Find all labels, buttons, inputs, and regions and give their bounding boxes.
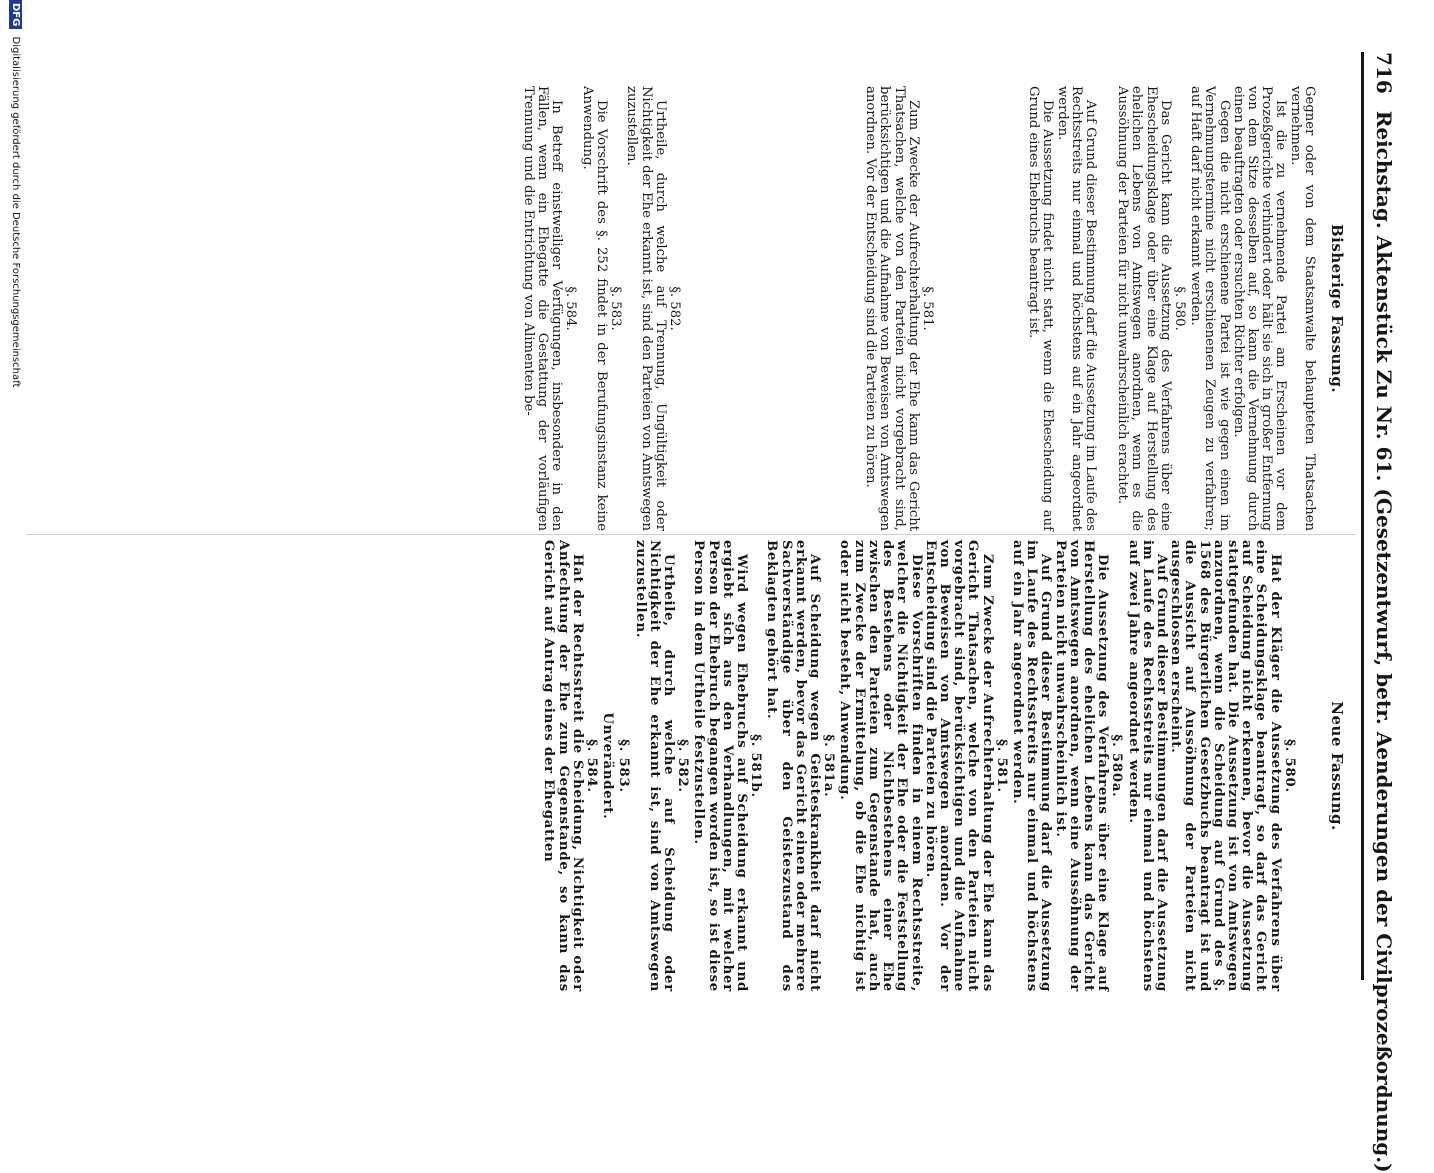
section-heading: §. 580.	[1171, 286, 1187, 331]
section-heading: §. 583.	[608, 286, 624, 331]
digitization-footer	[9, 0, 22, 1000]
paragraph: Auf Grund dieser Bestimmung darf die Aussetzung im Laufe des Rechtsstreits nur einmal und höchstens auf ein Jahr angeordnet werden.	[1009, 540, 1054, 992]
section-heading: §. 581a.	[821, 734, 837, 798]
column-body-previous	[521, 86, 1316, 531]
spacer	[773, 86, 863, 531]
paragraph: Gegen die nicht erschienene Partei ist wie gegen einen im Vernehmungstermine nicht erschienenen Zeugen zu verfahren; auf Haft darf nicht erkannt werden.	[1188, 86, 1232, 531]
section-heading: §. 584.	[584, 739, 600, 793]
page-number: 716	[1372, 52, 1396, 94]
column-previous-version	[521, 86, 1350, 531]
paragraph: Hat der Rechtsstreit die Scheidung, Nichtigkeit oder Anfechtung der Ehe zum Gegenstande, so kann das Gericht auf Antrag eines der Ehegatten	[541, 540, 585, 992]
section-heading: §. 582.	[675, 739, 691, 793]
spacer	[1298, 540, 1316, 992]
section-heading: §. 583.	[616, 739, 632, 793]
funding-credit: Digitalisierung gefördert durch die Deutsche Forschungsgemeinschaft	[10, 36, 21, 388]
section-heading: §. 582.	[666, 286, 682, 331]
paragraph: Gegner oder von dem Staatsanwalte behaupteten Thatsachen vernehmen.	[1287, 86, 1317, 531]
header-rule	[1361, 52, 1364, 980]
spacer	[1097, 86, 1115, 531]
paragraph: Auf Scheidung wegen Geisteskrankheit darf nicht erkannt werden, bevor das Gericht einen oder mehrere Sachverständige über den Geisteszustand des Beklagten gehört hat.	[764, 540, 823, 992]
section-heading: §. 581b.	[748, 734, 764, 798]
paragraph: Urtheile, durch welche auf Scheidung oder Nichtigkeit der Ehe erkannt ist, sind von Amtswegen zuzustellen.	[632, 540, 677, 992]
paragraph: Hat der Kläger die Aussetzung des Verfahrens über eine Scheidungsklage beantragt, so darf das Gericht auf Scheidung nicht erkennen, bevor die Aussetzung stattgefunden hat. Die Aussetzung ist von Amtswegen anzuordnen, wenn die Scheidung auf Grund des §. 1568 des Bürgerlichen Gesetzbuchs beantragt ist und die Aussicht auf Aussöhnung der Parteien nicht ausgeschlossen erscheint.	[1168, 540, 1283, 992]
running-title: Reichstag. Aktenstück Zu Nr. 61. (Gesetzentwurf, betr. Aenderungen der Civilprozeßordnung.)	[1372, 110, 1396, 1173]
paragraph: Zum Zwecke der Aufrechterhaltung der Ehe kann das Gericht Thatsachen, welche von den Parteien nicht vorgebracht sind, berücksichtigen und die Aufnahme von Beweisen von Amtswegen anordnen. Vor der Entscheidung sind die Parteien zu hören.	[922, 540, 995, 992]
paragraph: Wird wegen Ehebruchs auf Scheidung erkannt und ergiebt sich aus den Verhandlungen, mit welcher Person der Ehebruch begangen worden ist, so ist diese Person in dem Urtheile festzustellen.	[691, 540, 750, 992]
section-heading: §. 580a.	[1109, 734, 1125, 798]
section-heading: §. 584.	[563, 286, 579, 331]
column-divider	[26, 534, 1356, 535]
section-heading: §. 581.	[919, 286, 935, 331]
paragraph: Diese Vorschriften finden in einem Rechtsstreite, welcher die Nichtigkeit der Ehe oder die Feststellung des Bestehens oder Nichtbestehens einer Ehe zwischen den Parteien zum Gegenstande hat, auch zum Zwecke der Ermittelung, ob die Ehe nichtig ist oder nicht besteht, Anwendung.	[837, 540, 924, 992]
paragraph: Die Aussetzung findet nicht statt, wenn die Ehescheidung auf Grund eines Ehebruchs beantragt ist.	[1026, 86, 1056, 531]
column-body-new	[541, 540, 1316, 992]
paragraph: Urtheile, durch welche auf Trennung, Ungültigkeit oder Nichtigkeit der Ehe erkannt ist, sind den Parteien von Amtswegen zuzustellen.	[624, 86, 668, 531]
section-heading: §. 580.	[1281, 739, 1297, 793]
paragraph: Zum Zwecke der Aufrechterhaltung der Ehe kann das Gericht Thatsachen, welche von den Parteien nicht vorgebracht sind, berücksichtigen und die Aufnahme von Beweisen von Amtswegen anordnen. Vor der Entscheidung sind die Parteien zu hören.	[863, 86, 921, 531]
section-note: Unverändert.	[600, 712, 616, 820]
paragraph: In Betreff einstweiliger Verfügungen, insbesondere in den Fällen, wenn ein Ehegatte die Gestattung der vorläufigen Trennung und die Entrichtung von Alimenten be-	[520, 86, 565, 531]
paragraph: Auf Grund dieser Bestimmungen darf die Aussetzung im Laufe des Rechtsstreits nur einmal und höchstens auf zwei Jahre angeordnet werden.	[1125, 540, 1169, 992]
spacer	[683, 86, 773, 531]
paragraph: Auf Grund dieser Bestimmung darf die Aussetzung im Laufe des Rechtsstreits nur einmal und höchstens auf ein Jahr angeordnet werden.	[1054, 86, 1098, 531]
paragraph: Ist die zu vernehmende Partei am Erscheinen vor dem Prozeßgerichte verhindert oder hält sie sich in großer Entfernung von dem Sitze desselben auf, so kann die Vernehmung durch einen beauftragten oder ersuchten Richter erfolgen.	[1230, 86, 1289, 531]
page-header	[1372, 52, 1396, 1173]
section-heading: §. 581.	[993, 739, 1009, 793]
column-title-previous: Bisherige Fassung.	[1328, 223, 1346, 394]
column-new-version	[541, 540, 1350, 992]
paragraph: Das Gericht kann die Aussetzung des Verfahrens über eine Ehescheidungsklage oder über eine Klage auf Herstellung des ehelichen Lebens von Amtswegen anordnen, wenn es die Aussöhnung der Parteien für nicht unwahrscheinlich erachtet.	[1115, 86, 1173, 531]
dfg-logo: DFG	[9, 0, 22, 29]
spacer	[936, 86, 1026, 531]
column-title-new: Neue Fassung.	[1328, 701, 1346, 831]
paragraph: Die Vorschrift des §. 252 findet in der Berufungsinstanz keine Anwendung.	[579, 86, 609, 531]
paragraph: Die Aussetzung des Verfahrens über eine Klage auf Herstellung des ehelichen Lebens kann das Gericht von Amtswegen anordnen, wenn eine Aussöhnung der Parteien nicht unwahrscheinlich ist.	[1052, 540, 1111, 992]
